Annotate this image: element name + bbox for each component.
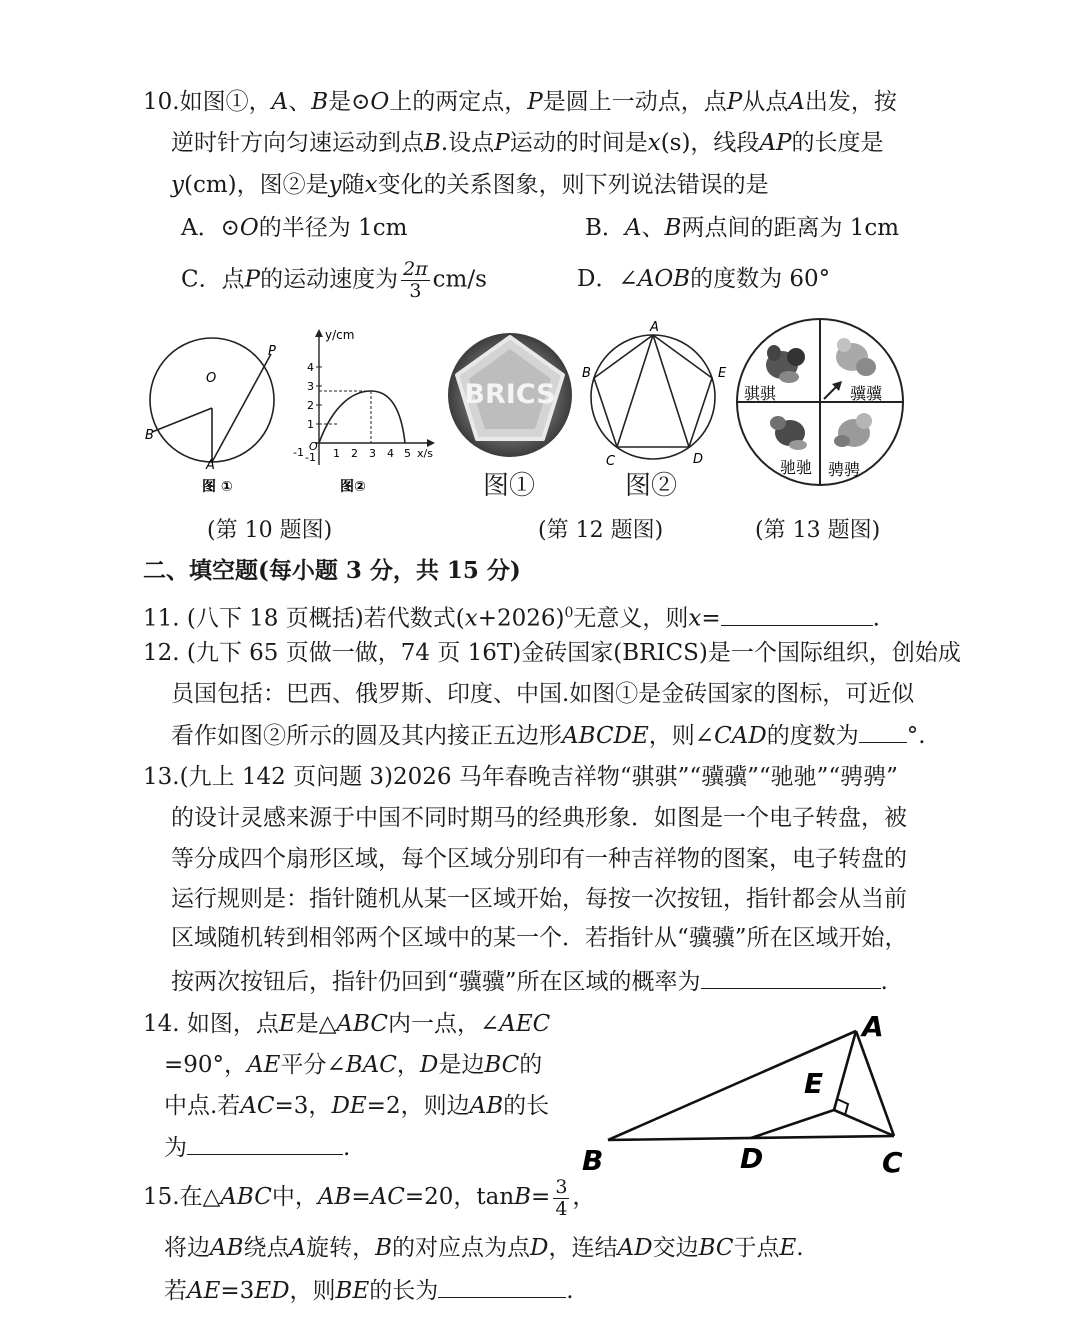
q13-line3: 等分成四个扇形区域，每个区域分别印有一种吉祥物的图案，电子转盘的 xyxy=(171,846,907,872)
q10-fig1-label-o: O xyxy=(206,371,217,386)
q10-fig2-ytick-2: 2 xyxy=(307,399,314,412)
q14-answer-blank[interactable] xyxy=(187,1154,343,1155)
brics-text: BRICS xyxy=(464,379,556,410)
q10-option-c: C．点P的运动速度为 $\frac{2\pi}{3}$ cm/s xyxy=(181,258,487,302)
tan-fraction: $\frac{3}{4}$ xyxy=(555,1175,568,1220)
q11-line: 11. (八下 18 页概括)若代数式$(x+2026)^0$无意义，则x= . xyxy=(143,605,880,632)
q14-line3: 中点.若AC=3，DE=2，则边AB的长 xyxy=(164,1093,550,1119)
q10-fig1-label-p: P xyxy=(268,344,276,359)
q14-label-d: D xyxy=(740,1142,764,1175)
pentagon-label-b: B xyxy=(582,366,591,381)
mascot-name-chichi: 驰驰 xyxy=(780,458,813,477)
q10-fig2-xtick-3: 3 xyxy=(369,447,376,460)
q13-answer-blank[interactable] xyxy=(701,988,881,989)
q10-line1: 10.如图①，A、B是⊙O上的两定点，P是圆上一动点，点P从点A出发，按 xyxy=(143,89,897,115)
q12-line1: 12. (九下 65 页做一做，74 页 16T)金砖国家(BRICS)是一个国际组织，创始成 xyxy=(143,640,961,666)
q13-figure-caption: (第 13 题图) xyxy=(755,518,881,543)
q10-fig2-ytick-1: 1 xyxy=(307,418,314,431)
q10-fig2-xtick-1: 1 xyxy=(333,447,340,460)
q10-fig1-label-a: A xyxy=(206,458,215,473)
q13-line6: 按两次按钮后，指针仍回到“骥骥”所在区域的概率为 . xyxy=(171,969,888,995)
q10-option-a: A．⊙O的半径为 1cm xyxy=(181,215,408,241)
q12-figure-caption: (第 12 题图) xyxy=(538,518,664,543)
q15-line3: 若AE=3ED，则BE的长为 . xyxy=(164,1278,574,1304)
mascot-name-chengcheng: 骋骋 xyxy=(828,460,861,479)
q10-figure-caption: (第 10 题图) xyxy=(207,518,333,543)
pentagon-label-a: A xyxy=(650,320,659,335)
q11-answer-blank[interactable] xyxy=(721,625,873,626)
q14-line1: 14. 如图，点E是△ABC内一点，∠AEC xyxy=(143,1011,551,1037)
q15-line1: 15.在△ABC中，AB=AC=20，tanB= $\frac{3}{4}$ ， xyxy=(143,1175,596,1220)
q10-fig2-xlabel: x/s xyxy=(417,447,433,460)
q10-figure1 xyxy=(140,325,290,500)
q15-line2: 将边AB绕点A旋转，B的对应点为点D，连结AD交边BC于点E. xyxy=(164,1235,804,1261)
q14-label-e: E xyxy=(804,1067,824,1100)
q10-fig2-xtick-neg1: -1 xyxy=(293,446,304,459)
q15-answer-blank[interactable] xyxy=(438,1297,566,1298)
q14-line2: =90°，AE平分∠BAC，D是边BC的 xyxy=(164,1052,543,1078)
q10-fig2-ylabel: y/cm xyxy=(325,328,355,342)
section-heading: 二、填空题(每小题 3 分，共 15 分) xyxy=(143,557,521,584)
q10-fig2-ytick-neg1: -1 xyxy=(305,451,316,464)
q10-fig2-xtick-4: 4 xyxy=(387,447,394,460)
pentagon-label-d: D xyxy=(693,452,704,467)
pentagon-label-c: C xyxy=(606,454,616,467)
q13-line2: 的设计灵感来源于中国不同时期马的经典形象．如图是一个电子转盘，被 xyxy=(171,805,907,831)
pentagon-label-e: E xyxy=(718,366,727,381)
q10-fig2-xtick-2: 2 xyxy=(351,447,358,460)
q10-fig1-caption: 图 ① xyxy=(202,479,233,495)
q13-line5: 区域随机转到相邻两个区域中的某一个．若指针从“骥骥”所在区域开始， xyxy=(171,925,908,951)
mascot-name-qiqi: 骐骐 xyxy=(744,384,777,403)
q13-line1: 13.(九上 142 页问题 3)2026 马年春晚吉祥物“骐骐”“骥骥”“驰驰”“骋骋” xyxy=(143,764,898,790)
q14-label-c: C xyxy=(882,1146,903,1179)
q12-line2: 员国包括：巴西、俄罗斯、印度、中国.如图①是金砖国家的图标，可近似 xyxy=(171,681,915,707)
q12-fig2-label: 图② xyxy=(625,471,678,501)
q14-triangle-figure xyxy=(578,1010,918,1190)
q10-fig2-caption: 图② xyxy=(340,479,366,495)
pentagon-figure xyxy=(578,317,728,467)
q10-figure2 xyxy=(283,325,443,500)
q12-line3: 看作如图②所示的圆及其内接正五边形ABCDE，则∠CAD的度数为 °. xyxy=(171,723,926,749)
q14-label-b: B xyxy=(582,1144,604,1177)
brics-logo-figure xyxy=(447,323,577,463)
q10-line2: 逆时针方向匀速运动到点B.设点P运动的时间是x(s)，线段AP的长度是 xyxy=(171,130,884,156)
q14-line4: 为 . xyxy=(164,1135,351,1161)
q13-line4: 运行规则是：指针随机从某一区域开始，每按一次按钮，指针都会从当前 xyxy=(171,886,907,912)
q12-answer-blank[interactable] xyxy=(859,742,907,743)
q10-option-b: B．A、B两点间的距离为 1cm xyxy=(585,215,900,241)
q10-fig2-origin: O xyxy=(309,440,318,453)
q10-option-d: D．∠AOB的度数为 60° xyxy=(577,266,831,292)
speed-fraction: $\frac{2\pi}{3}$ xyxy=(403,258,428,302)
q10-fig1-label-b: B xyxy=(145,428,154,443)
q14-label-a: A xyxy=(862,1010,884,1043)
mascot-name-jiji: 骥骥 xyxy=(850,384,883,403)
q10-fig2-ytick-3: 3 xyxy=(307,380,314,393)
q10-fig2-xtick-5: 5 xyxy=(404,447,411,460)
q10-fig2-ytick-4: 4 xyxy=(307,361,314,374)
q10-line3: y(cm)，图②是y随x变化的关系图象，则下列说法错误的是 xyxy=(171,172,769,198)
q12-fig1-label: 图① xyxy=(483,471,536,501)
mascot-spinner-figure xyxy=(734,315,909,495)
